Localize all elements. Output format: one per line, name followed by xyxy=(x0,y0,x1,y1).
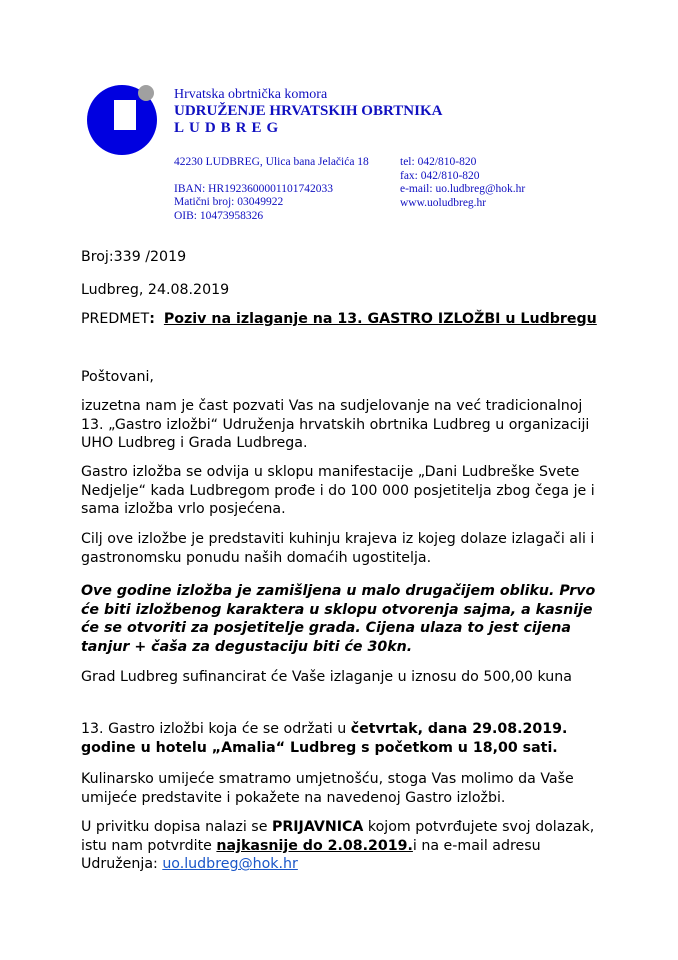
org-line-3: LUDBREG xyxy=(174,120,284,136)
document-number: Broj:339 /2019 xyxy=(81,249,187,265)
subject-line xyxy=(81,310,641,329)
event-details: četvrtak, dana 29.08.2019. godine u hotelu „Amalia“ Ludbreg s početkom u 18,00 sati. xyxy=(81,721,568,756)
organization-name xyxy=(174,86,442,137)
address: 42230 LUDBREG, Ulica bana Jelačića 18 xyxy=(174,156,369,168)
greeting: Poštovani, xyxy=(81,369,154,385)
p8-text-a: U privitku dopisa nalazi se xyxy=(81,819,272,835)
website: www.uoludbreg.hr xyxy=(400,196,487,209)
p8-text-c: kojom potvrđujete svoj dolazak, istu nam potvrdite xyxy=(81,819,595,854)
contact-left xyxy=(174,156,369,223)
subject-text: Poziv na izlaganje na 13. GASTRO IZLOŽBI u Ludbregu xyxy=(163,311,597,327)
iban: IBAN: HR1923600001101742033 xyxy=(174,182,333,195)
paragraph-7: Kulinarsko umijeće smatramo umjetnošću, stoga Vas molimo da Vaše umijeće predstavite i pokažete na navedenoj Gastro izložbi. xyxy=(81,771,574,806)
oib: OIB: 10473958326 xyxy=(174,209,264,222)
subject-colon: : xyxy=(149,311,155,327)
application-form-label: PRIJAVNICA xyxy=(271,819,364,835)
deadline: najkasnije do 2.08.2019. xyxy=(216,837,413,854)
paragraph-1: izuzetna nam je čast pozvati Vas na sudjelovanje na već tradicionalnoj 13. „Gastro izložbi“ Udruženja hrvatskih obrtnika Ludbreg u organizaciji UHO Ludbreg i Grada Ludbrega. xyxy=(81,398,590,452)
registration-number: Matični broj: 03049922 xyxy=(174,196,284,208)
event-intro: 13. Gastro izložbi koja će se održati u xyxy=(81,721,351,737)
email-link[interactable]: uo.ludbreg@hok.hr xyxy=(162,856,298,873)
email: e-mail: uo.ludbreg@hok.hr xyxy=(400,183,526,195)
paragraph-5: Grad Ludbreg sufinancirat će Vaše izlaganje u iznosu do 500,00 kuna xyxy=(81,669,572,685)
fax: fax: 042/810-820 xyxy=(400,169,480,182)
paragraph-4: Ove godine izložba je zamišljena u malo drugačijem obliku. Prvo će biti izložbenog karaktera u sklopu otvorenja sajma, a kasnije će se otvoriti za posjetitelje grada. Cijena ulaza to jest cijena tanjur + čaša za degustaciju biti će 30kn. xyxy=(81,583,596,655)
contact-right xyxy=(400,156,525,210)
org-line-2: UDRUŽENJE HRVATSKIH OBRTNIKA xyxy=(174,103,443,119)
paragraph-3: Cilj ove izložbe je predstaviti kuhinju krajeva iz kojeg dolaze izlagači ali i gastronomsku ponudu naših domaćih ugostitelja. xyxy=(81,531,595,566)
hok-logo-icon xyxy=(86,80,162,156)
p8-text-e: i na e-mail adresu Udruženja: xyxy=(81,837,541,873)
phone: tel: 042/810-820 xyxy=(400,156,477,168)
org-line-1: Hrvatska obrtnička komora xyxy=(174,87,328,102)
paragraph-8 xyxy=(81,818,601,874)
document-date: Ludbreg, 24.08.2019 xyxy=(81,282,230,298)
paragraph-6 xyxy=(81,720,601,757)
paragraph-2: Gastro izložba se odvija u sklopu manifestacije „Dani Ludbreške Svete Nedjelje“ kada Ludbregom prođe i do 100 000 posjetitelja zbog čega je i sama izložba vrlo posjećena. xyxy=(81,464,595,518)
subject-label: PREDMET xyxy=(81,311,150,327)
